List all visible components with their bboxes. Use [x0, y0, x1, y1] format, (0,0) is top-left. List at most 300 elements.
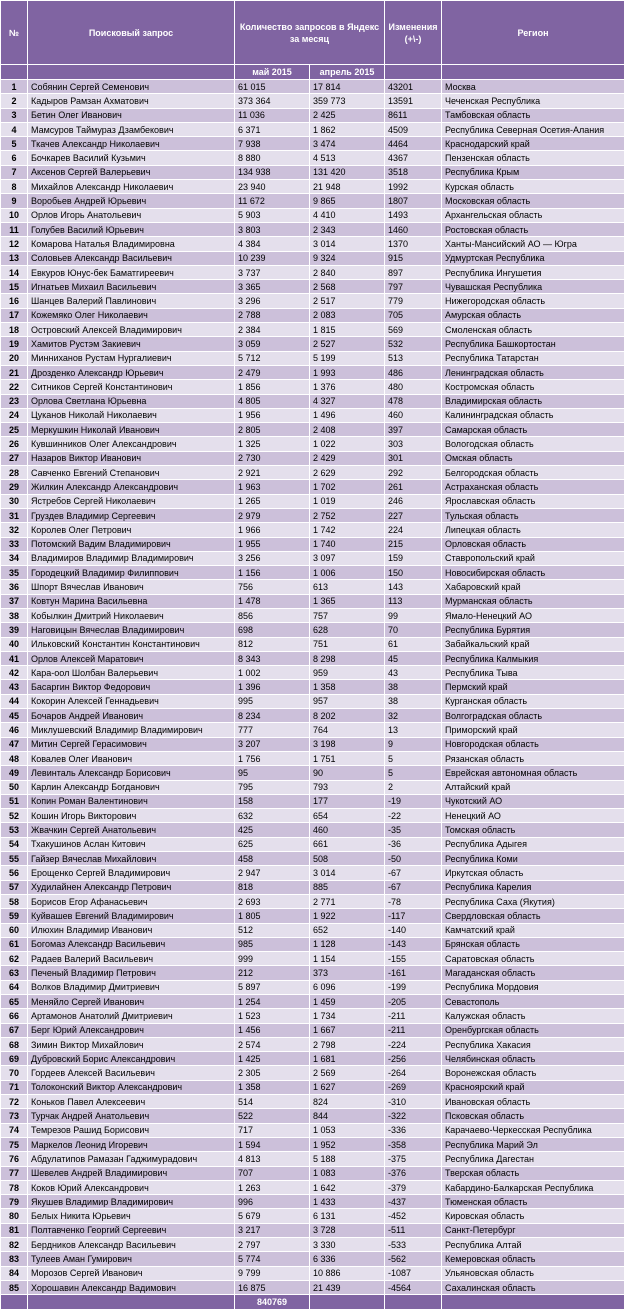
requests-april: 824	[310, 1095, 385, 1109]
requests-april: 1 952	[310, 1137, 385, 1151]
search-query: Городецкий Владимир Филиппович	[28, 566, 235, 580]
change-value: 38	[385, 680, 442, 694]
region-name: Ярославская область	[442, 494, 624, 508]
requests-april: 6 336	[310, 1252, 385, 1266]
change-value: -511	[385, 1223, 442, 1237]
requests-may: 23 940	[235, 180, 310, 194]
search-query: Богомаз Александр Васильевич	[28, 937, 235, 951]
search-query: Бочкарев Василий Кузьмич	[28, 151, 235, 165]
table-subheader-row	[1, 65, 624, 80]
change-value: 99	[385, 608, 442, 622]
table-row	[1, 551, 624, 565]
table-row	[1, 566, 624, 580]
region-name: Липецкая область	[442, 523, 624, 537]
row-number: 37	[1, 594, 28, 608]
requests-may: 812	[235, 637, 310, 651]
requests-april: 757	[310, 608, 385, 622]
region-name: Вологодская область	[442, 437, 624, 451]
row-number: 62	[1, 952, 28, 966]
change-value: -256	[385, 1052, 442, 1066]
region-name: Ставропольский край	[442, 551, 624, 565]
search-query: Радаев Валерий Васильевич	[28, 952, 235, 966]
requests-may: 11 672	[235, 194, 310, 208]
search-query: Шанцев Валерий Павлинович	[28, 294, 235, 308]
region-name: Смоленская область	[442, 323, 624, 337]
requests-may: 2 921	[235, 466, 310, 480]
requests-april: 2 568	[310, 280, 385, 294]
row-number: 14	[1, 265, 28, 279]
region-name: Тульская область	[442, 508, 624, 522]
requests-may: 1 963	[235, 480, 310, 494]
region-name: Республика Мордовия	[442, 980, 624, 994]
region-name: Курганская область	[442, 694, 624, 708]
table-row	[1, 1238, 624, 1252]
requests-april: 3 198	[310, 737, 385, 751]
change-value: 38	[385, 694, 442, 708]
table-row	[1, 294, 624, 308]
search-query: Ковтун Марина Васильевна	[28, 594, 235, 608]
requests-april: 1 681	[310, 1052, 385, 1066]
requests-may: 996	[235, 1195, 310, 1209]
requests-may: 95	[235, 766, 310, 780]
requests-may: 698	[235, 623, 310, 637]
footer-empty-query	[28, 1295, 235, 1310]
row-number: 32	[1, 523, 28, 537]
row-number: 16	[1, 294, 28, 308]
change-value: 478	[385, 394, 442, 408]
requests-april: 21 948	[310, 180, 385, 194]
table-row	[1, 480, 624, 494]
change-value: 43201	[385, 80, 442, 94]
change-value: 113	[385, 594, 442, 608]
change-value: -35	[385, 823, 442, 837]
requests-april: 2 798	[310, 1037, 385, 1051]
table-row	[1, 1152, 624, 1166]
change-value: 4509	[385, 122, 442, 136]
change-value: 292	[385, 466, 442, 480]
row-number: 24	[1, 408, 28, 422]
search-query: Королев Олег Петрович	[28, 523, 235, 537]
table-row	[1, 208, 624, 222]
region-name: Томская область	[442, 823, 624, 837]
requests-april: 3 330	[310, 1238, 385, 1252]
search-query: Абдулатипов Рамазан Гаджимурадович	[28, 1152, 235, 1166]
requests-may: 2 788	[235, 308, 310, 322]
region-name: Псковская область	[442, 1109, 624, 1123]
table-row	[1, 866, 624, 880]
region-name: Алтайский край	[442, 780, 624, 794]
requests-april: 1 740	[310, 537, 385, 551]
requests-april: 2 569	[310, 1066, 385, 1080]
change-value: -533	[385, 1238, 442, 1252]
requests-may: 512	[235, 923, 310, 937]
table-body	[1, 80, 624, 1295]
requests-may: 425	[235, 823, 310, 837]
change-value: 13	[385, 723, 442, 737]
region-name: Ульяновская область	[442, 1266, 624, 1280]
requests-april: 3 014	[310, 866, 385, 880]
row-number: 38	[1, 608, 28, 622]
search-query: Маркелов Леонид Игоревич	[28, 1137, 235, 1151]
row-number: 26	[1, 437, 28, 451]
search-query: Воробьев Андрей Юрьевич	[28, 194, 235, 208]
region-name: Республика Бурятия	[442, 623, 624, 637]
table-row	[1, 80, 624, 94]
row-number: 27	[1, 451, 28, 465]
table-row	[1, 108, 624, 122]
region-name: Новгородская область	[442, 737, 624, 751]
requests-april: 793	[310, 780, 385, 794]
requests-may: 707	[235, 1166, 310, 1180]
search-query: Орлов Игорь Анатольевич	[28, 208, 235, 222]
region-name: Чеченская Республика	[442, 94, 624, 108]
change-value: 460	[385, 408, 442, 422]
requests-april: 1 006	[310, 566, 385, 580]
requests-may: 625	[235, 837, 310, 851]
requests-april: 4 410	[310, 208, 385, 222]
region-name: Челябинская область	[442, 1052, 624, 1066]
requests-april: 9 865	[310, 194, 385, 208]
table-row	[1, 251, 624, 265]
requests-april: 1 019	[310, 494, 385, 508]
requests-april: 957	[310, 694, 385, 708]
requests-april: 131 420	[310, 165, 385, 179]
requests-april: 1 815	[310, 323, 385, 337]
row-number: 68	[1, 1037, 28, 1051]
requests-may: 1 358	[235, 1080, 310, 1094]
change-value: 5	[385, 766, 442, 780]
requests-april: 4 513	[310, 151, 385, 165]
change-value: 486	[385, 365, 442, 379]
requests-may: 3 737	[235, 265, 310, 279]
change-value: -358	[385, 1137, 442, 1151]
requests-may: 3 059	[235, 337, 310, 351]
region-name: Владимирская область	[442, 394, 624, 408]
change-value: 159	[385, 551, 442, 565]
row-number: 5	[1, 137, 28, 151]
requests-april: 508	[310, 852, 385, 866]
search-query: Худилайнен Александр Петрович	[28, 880, 235, 894]
row-number: 21	[1, 365, 28, 379]
row-number: 50	[1, 780, 28, 794]
region-name: Республика Хакасия	[442, 1037, 624, 1051]
requests-may: 11 036	[235, 108, 310, 122]
search-query: Шпорт Вячеслав Иванович	[28, 580, 235, 594]
requests-april: 90	[310, 766, 385, 780]
search-query: Турчак Андрей Анатольевич	[28, 1109, 235, 1123]
table-row	[1, 723, 624, 737]
search-query: Карлин Александр Богданович	[28, 780, 235, 794]
requests-april: 10 886	[310, 1266, 385, 1280]
requests-april: 2 517	[310, 294, 385, 308]
region-name: Рязанская область	[442, 751, 624, 765]
change-value: -224	[385, 1037, 442, 1051]
row-number: 33	[1, 537, 28, 551]
table-row	[1, 466, 624, 480]
row-number: 25	[1, 423, 28, 437]
requests-may: 1 263	[235, 1180, 310, 1194]
change-value: 797	[385, 280, 442, 294]
requests-april: 613	[310, 580, 385, 594]
change-value: 13591	[385, 94, 442, 108]
table-row	[1, 337, 624, 351]
search-query: Цуканов Николай Николаевич	[28, 408, 235, 422]
row-number: 85	[1, 1280, 28, 1294]
table-row	[1, 1123, 624, 1137]
requests-may: 5 903	[235, 208, 310, 222]
row-number: 10	[1, 208, 28, 222]
row-number: 23	[1, 394, 28, 408]
change-value: 397	[385, 423, 442, 437]
search-query: Кожемяко Олег Николаевич	[28, 308, 235, 322]
change-value: -155	[385, 952, 442, 966]
requests-april: 3 728	[310, 1223, 385, 1237]
requests-april: 885	[310, 880, 385, 894]
region-name: Приморский край	[442, 723, 624, 737]
row-number: 75	[1, 1137, 28, 1151]
table-row	[1, 365, 624, 379]
search-query: Бочаров Андрей Иванович	[28, 709, 235, 723]
requests-may: 995	[235, 694, 310, 708]
change-value: 5	[385, 751, 442, 765]
search-query: Берг Юрий Александрович	[28, 1023, 235, 1037]
region-name: Республика Ингушетия	[442, 265, 624, 279]
search-query: Копин Роман Валентинович	[28, 794, 235, 808]
table-row	[1, 194, 624, 208]
change-value: -264	[385, 1066, 442, 1080]
table-row	[1, 937, 624, 951]
requests-may: 2 979	[235, 508, 310, 522]
requests-april: 2 425	[310, 108, 385, 122]
requests-may: 4 805	[235, 394, 310, 408]
change-value: 1460	[385, 222, 442, 236]
requests-may: 2 384	[235, 323, 310, 337]
requests-may: 2 305	[235, 1066, 310, 1080]
change-value: 45	[385, 651, 442, 665]
region-name: Волгоградская область	[442, 709, 624, 723]
search-query: Савченко Евгений Степанович	[28, 466, 235, 480]
search-query: Дубровский Борис Александрович	[28, 1052, 235, 1066]
search-query: Голубев Василий Юрьевич	[28, 222, 235, 236]
requests-may: 1 396	[235, 680, 310, 694]
requests-april: 1 734	[310, 1009, 385, 1023]
requests-may: 1 956	[235, 408, 310, 422]
row-number: 77	[1, 1166, 28, 1180]
search-query: Ерощенко Сергей Владимирович	[28, 866, 235, 880]
row-number: 34	[1, 551, 28, 565]
region-name: Московская область	[442, 194, 624, 208]
requests-april: 21 439	[310, 1280, 385, 1294]
search-query: Кобылкин Дмитрий Николаевич	[28, 608, 235, 622]
row-number: 9	[1, 194, 28, 208]
row-number: 47	[1, 737, 28, 751]
change-value: 513	[385, 351, 442, 365]
table-row	[1, 1066, 624, 1080]
requests-april: 17 814	[310, 80, 385, 94]
requests-may: 985	[235, 937, 310, 951]
region-name: Республика Крым	[442, 165, 624, 179]
row-number: 15	[1, 280, 28, 294]
region-name: Еврейская автономная область	[442, 766, 624, 780]
change-value: 9	[385, 737, 442, 751]
requests-april: 1 365	[310, 594, 385, 608]
footer-empty-num	[1, 1295, 28, 1310]
region-name: Саратовская область	[442, 952, 624, 966]
row-number: 19	[1, 337, 28, 351]
region-name: Оренбургская область	[442, 1023, 624, 1037]
table-row	[1, 151, 624, 165]
row-number: 52	[1, 809, 28, 823]
requests-april: 628	[310, 623, 385, 637]
table-row	[1, 1137, 624, 1151]
header-yandex-count: Количество запросов в Яндекс за месяц	[235, 1, 385, 65]
requests-april: 1 022	[310, 437, 385, 451]
table-row	[1, 594, 624, 608]
region-name: Самарская область	[442, 423, 624, 437]
table-row	[1, 1252, 624, 1266]
row-number: 17	[1, 308, 28, 322]
change-value: 1493	[385, 208, 442, 222]
row-number: 67	[1, 1023, 28, 1037]
search-query: Хорошавин Александр Вадимович	[28, 1280, 235, 1294]
region-name: Республика Тыва	[442, 666, 624, 680]
change-value: -437	[385, 1195, 442, 1209]
region-name: Республика Татарстан	[442, 351, 624, 365]
requests-april: 460	[310, 823, 385, 837]
change-value: 1992	[385, 180, 442, 194]
region-name: Ростовская область	[442, 222, 624, 236]
requests-april: 2 752	[310, 508, 385, 522]
change-value: -50	[385, 852, 442, 866]
row-number: 51	[1, 794, 28, 808]
table-row	[1, 1166, 624, 1180]
region-name: Свердловская область	[442, 909, 624, 923]
row-number: 58	[1, 894, 28, 908]
subheader-empty-num	[1, 65, 28, 80]
requests-may: 1 002	[235, 666, 310, 680]
table-row	[1, 809, 624, 823]
table-row	[1, 523, 624, 537]
row-number: 71	[1, 1080, 28, 1094]
row-number: 13	[1, 251, 28, 265]
table-row	[1, 980, 624, 994]
requests-april: 1 128	[310, 937, 385, 951]
requests-may: 3 296	[235, 294, 310, 308]
search-query: Евкуров Юнус-бек Баматгиреевич	[28, 265, 235, 279]
subheader-april: апрель 2015	[310, 65, 385, 80]
search-query: Орлова Светлана Юрьевна	[28, 394, 235, 408]
region-name: Тверская область	[442, 1166, 624, 1180]
requests-may: 522	[235, 1109, 310, 1123]
search-query: Зимин Виктор Михайлович	[28, 1037, 235, 1051]
region-name: Республика Северная Осетия-Алания	[442, 122, 624, 136]
requests-may: 373 364	[235, 94, 310, 108]
table-row	[1, 1023, 624, 1037]
table-row	[1, 1052, 624, 1066]
row-number: 53	[1, 823, 28, 837]
region-name: Камчатский край	[442, 923, 624, 937]
region-name: Магаданская область	[442, 966, 624, 980]
change-value: 915	[385, 251, 442, 265]
row-number: 59	[1, 909, 28, 923]
region-name: Севастополь	[442, 995, 624, 1009]
table-row	[1, 537, 624, 551]
table-row	[1, 751, 624, 765]
row-number: 80	[1, 1209, 28, 1223]
search-query: Морозов Сергей Иванович	[28, 1266, 235, 1280]
search-query: Гайзер Вячеслав Михайлович	[28, 852, 235, 866]
requests-may: 1 254	[235, 995, 310, 1009]
table-row	[1, 666, 624, 680]
change-value: -376	[385, 1166, 442, 1180]
row-number: 64	[1, 980, 28, 994]
search-query: Дрозденко Александр Юрьевич	[28, 365, 235, 379]
requests-may: 5 774	[235, 1252, 310, 1266]
table-row	[1, 1195, 624, 1209]
row-number: 72	[1, 1095, 28, 1109]
row-number: 54	[1, 837, 28, 851]
requests-may: 158	[235, 794, 310, 808]
search-query: Басаргин Виктор Федорович	[28, 680, 235, 694]
table-row	[1, 180, 624, 194]
requests-may: 1 756	[235, 751, 310, 765]
change-value: -19	[385, 794, 442, 808]
table-row	[1, 323, 624, 337]
table-row	[1, 394, 624, 408]
requests-april: 1 376	[310, 380, 385, 394]
requests-may: 4 384	[235, 237, 310, 251]
search-query: Печеный Владимир Петрович	[28, 966, 235, 980]
change-value: -562	[385, 1252, 442, 1266]
region-name: Забайкальский край	[442, 637, 624, 651]
requests-may: 1 805	[235, 909, 310, 923]
table-row	[1, 122, 624, 136]
requests-may: 3 217	[235, 1223, 310, 1237]
search-query: Кадыров Рамзан Ахматович	[28, 94, 235, 108]
requests-april: 2 840	[310, 265, 385, 279]
requests-may: 7 938	[235, 137, 310, 151]
search-query: Коньков Павел Алексеевич	[28, 1095, 235, 1109]
table-row	[1, 651, 624, 665]
search-query: Меркушкин Николай Иванович	[28, 423, 235, 437]
row-number: 63	[1, 966, 28, 980]
requests-april: 654	[310, 809, 385, 823]
requests-may: 1 594	[235, 1137, 310, 1151]
change-value: 3518	[385, 165, 442, 179]
table-row	[1, 608, 624, 622]
requests-may: 2 805	[235, 423, 310, 437]
search-query: Гордеев Алексей Васильевич	[28, 1066, 235, 1080]
row-number: 74	[1, 1123, 28, 1137]
table-row	[1, 894, 624, 908]
search-query: Аксенов Сергей Валерьевич	[28, 165, 235, 179]
change-value: 897	[385, 265, 442, 279]
row-number: 76	[1, 1152, 28, 1166]
search-query: Тхакушинов Аслан Китович	[28, 837, 235, 851]
search-query: Ильковский Константин Константинович	[28, 637, 235, 651]
region-name: Санкт-Петербург	[442, 1223, 624, 1237]
change-value: -67	[385, 866, 442, 880]
region-name: Орловская область	[442, 537, 624, 551]
region-name: Амурская область	[442, 308, 624, 322]
table-row	[1, 694, 624, 708]
search-query: Жилкин Александр Александрович	[28, 480, 235, 494]
requests-may: 514	[235, 1095, 310, 1109]
region-name: Новосибирская область	[442, 566, 624, 580]
footer-empty-april	[310, 1295, 385, 1310]
region-name: Тамбовская область	[442, 108, 624, 122]
table-row	[1, 165, 624, 179]
